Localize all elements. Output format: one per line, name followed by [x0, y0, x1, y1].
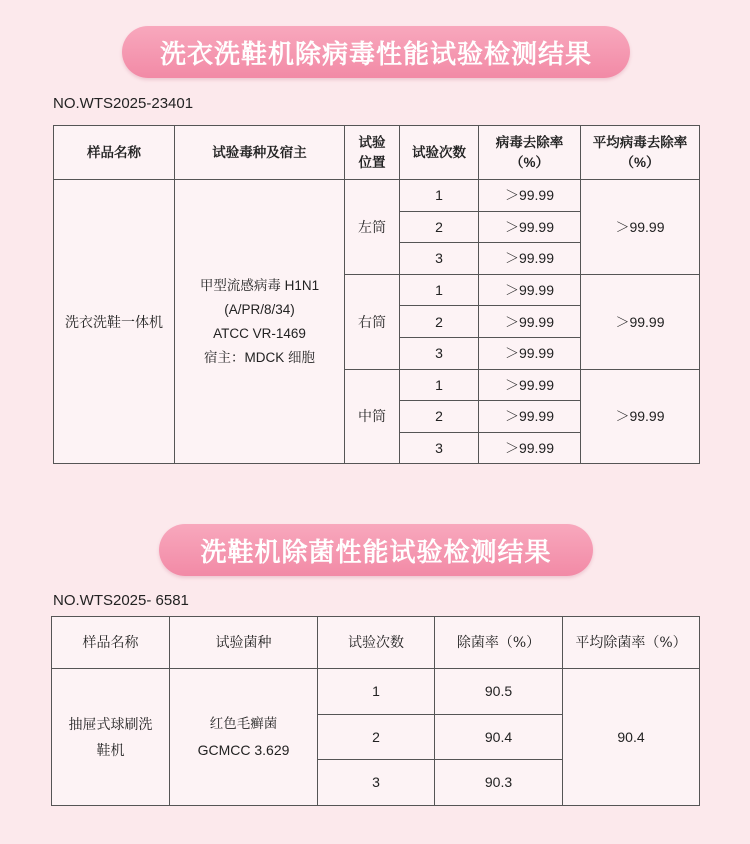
rate-cell: ＞99.99 [479, 306, 581, 338]
sample-name-line: 抽屉式球刷洗 [68, 715, 153, 732]
header-trial-count: 试验次数 [318, 617, 435, 669]
header-avg-removal-rate [581, 126, 700, 180]
rate-cell: ＞99.99 [479, 401, 581, 433]
rate-cell: ＞99.99 [479, 211, 581, 243]
rate-cell: ＞99.99 [479, 180, 581, 212]
strain-cell [170, 669, 318, 806]
header-test-position-text: 试验位置 [358, 134, 386, 170]
trial-cell: 1 [400, 274, 479, 306]
virus-host-cell [175, 180, 345, 464]
header-avg-removal-rate: 平均除菌率（%） [563, 617, 700, 669]
strain-line: 红色毛癣菌 [209, 715, 278, 732]
header-trial-count: 试验次数 [400, 126, 479, 180]
average-cell: ＞99.99 [581, 274, 700, 369]
average-cell: 90.4 [563, 669, 700, 806]
header-strain: 试验菌种 [170, 617, 318, 669]
rate-cell: 90.3 [435, 760, 563, 806]
virus-results-table [53, 125, 700, 464]
rate-cell: ＞99.99 [479, 432, 581, 464]
rate-cell: ＞99.99 [479, 337, 581, 369]
trial-cell: 3 [318, 760, 435, 806]
sample-name-cell [52, 669, 170, 806]
virus-line: 宿主：MDCK 细胞 [204, 349, 315, 365]
trial-cell: 1 [318, 669, 435, 715]
trial-cell: 2 [400, 401, 479, 433]
position-cell: 左筒 [345, 180, 400, 275]
virus-section-title: 洗衣洗鞋机除病毒性能试验检测结果 [122, 26, 630, 78]
bacteria-report-number: NO.WTS2025- 6581 [53, 592, 189, 609]
header-removal-rate [479, 126, 581, 180]
header-test-position [345, 126, 400, 180]
header-removal-rate: 除菌率（%） [435, 617, 563, 669]
trial-cell: 2 [400, 211, 479, 243]
trial-cell: 2 [400, 306, 479, 338]
rate-cell: 90.5 [435, 669, 563, 715]
header-virus-host: 试验毒种及宿主 [175, 126, 345, 180]
average-cell: ＞99.99 [581, 369, 700, 464]
trial-cell: 1 [400, 180, 479, 212]
trial-cell: 1 [400, 369, 479, 401]
sample-name-line: 鞋机 [96, 741, 125, 758]
header-sample-name: 样品名称 [52, 617, 170, 669]
header-removal-rate-text: 病毒去除率（%） [495, 134, 564, 170]
virus-line: 甲型流感病毒 H1N1 [199, 277, 320, 293]
rate-cell: ＞99.99 [479, 274, 581, 306]
position-cell: 中筒 [345, 369, 400, 464]
table-row [52, 669, 700, 715]
table-header-row [52, 617, 700, 669]
virus-report-number: NO.WTS2025-23401 [53, 95, 194, 112]
trial-cell: 3 [400, 432, 479, 464]
table-header-row [54, 126, 700, 180]
virus-line: ATCC VR-1469 [213, 325, 306, 341]
sample-name-cell: 洗衣洗鞋一体机 [54, 180, 175, 464]
average-cell: ＞99.99 [581, 180, 700, 275]
rate-cell: 90.4 [435, 714, 563, 760]
strain-line: GCMCC 3.629 [197, 741, 290, 758]
bacteria-results-table [51, 616, 700, 806]
virus-line: (A/PR/8/34) [224, 301, 295, 317]
header-avg-removal-rate-text: 平均病毒去除率（%） [592, 134, 688, 170]
position-cell: 右筒 [345, 274, 400, 369]
rate-cell: ＞99.99 [479, 369, 581, 401]
rate-cell: ＞99.99 [479, 243, 581, 275]
trial-cell: 3 [400, 243, 479, 275]
bacteria-section-title: 洗鞋机除菌性能试验检测结果 [159, 524, 593, 576]
trial-cell: 3 [400, 337, 479, 369]
table-row [54, 180, 700, 212]
header-sample-name: 样品名称 [54, 126, 175, 180]
trial-cell: 2 [318, 714, 435, 760]
